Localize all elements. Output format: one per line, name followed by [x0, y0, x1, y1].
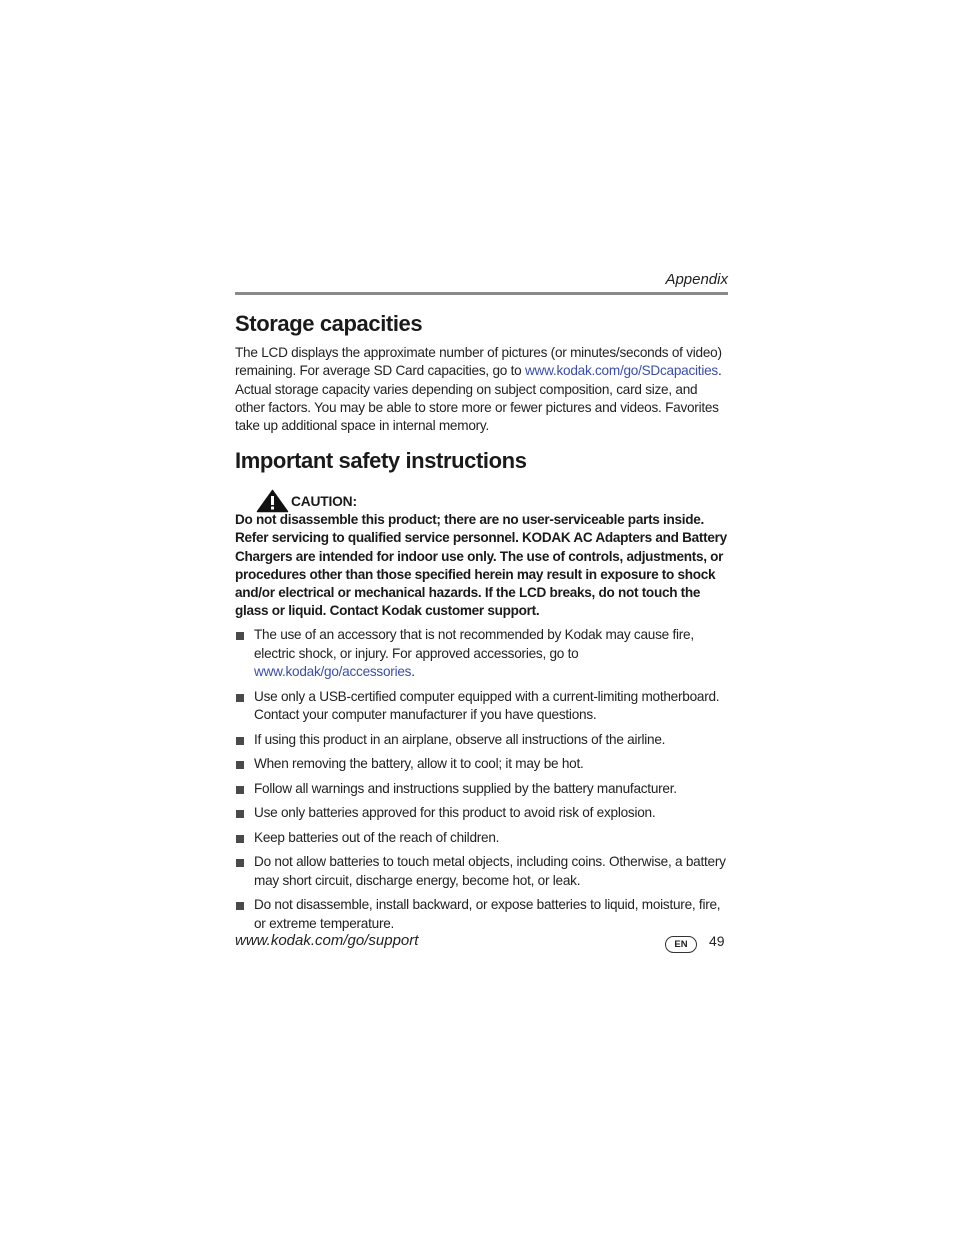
bullet-text: The use of an accessory that is not recommended by Kodak may cause fire, electric shock, or injury. For approved accessories, go to	[254, 627, 694, 661]
warning-triangle-icon	[256, 489, 289, 513]
bullet-text: If using this product in an airplane, observe all instructions of the airline.	[254, 731, 666, 747]
list-item	[235, 688, 728, 725]
square-bullet-icon	[236, 859, 244, 867]
list-item	[235, 626, 728, 682]
page-number: 49	[709, 933, 725, 949]
square-bullet-icon	[236, 761, 244, 769]
safety-list	[235, 626, 728, 939]
header-rule	[235, 292, 728, 295]
square-bullet-icon	[236, 694, 244, 702]
list-item	[235, 780, 728, 799]
running-head: Appendix	[665, 271, 728, 288]
list-item	[235, 804, 728, 823]
accessories-link[interactable]: www.kodak/go/accessories	[254, 664, 412, 679]
caution-label-row	[256, 489, 357, 513]
bullet-text: Follow all warnings and instructions supplied by the battery manufacturer.	[254, 780, 677, 796]
bullet-text: Keep batteries out of the reach of children.	[254, 829, 500, 845]
storage-text-1: The LCD displays the approximate number of pictures (or minutes/seconds of video) remaining. For average SD Card capacities, go to	[235, 345, 722, 379]
bullet-text: Do not disassemble, install backward, or expose batteries to liquid, moisture, fire, or extreme temperature.	[254, 897, 721, 931]
footer-support-link[interactable]: www.kodak.com/go/support	[235, 932, 419, 949]
storage-text-2: . Actual storage capacity varies depending on subject composition, card size, and other factors. You may be able to store more or fewer pictures and videos. Favorites take up additional space in internal memory.	[235, 363, 722, 434]
safety-heading: Important safety instructions	[235, 448, 527, 473]
square-bullet-icon	[236, 737, 244, 745]
language-badge: EN	[665, 936, 697, 953]
list-item	[235, 755, 728, 774]
storage-paragraph	[235, 344, 728, 435]
square-bullet-icon	[236, 902, 244, 910]
bullet-text: Use only batteries approved for this product to avoid risk of explosion.	[254, 805, 656, 820]
square-bullet-icon	[236, 810, 244, 818]
bullet-text: Do not allow batteries to touch metal objects, including coins. Otherwise, a battery may short circuit, discharge energy, become hot, or leak.	[254, 854, 726, 888]
bullet-text: When removing the battery, allow it to cool; it may be hot.	[254, 756, 584, 771]
bullet-text: Use only a USB-certified computer equipped with a current-limiting motherboard. Contact your computer manufacturer if you have questions.	[254, 688, 720, 722]
square-bullet-icon	[236, 632, 244, 640]
square-bullet-icon	[236, 786, 244, 794]
square-bullet-icon	[236, 835, 244, 843]
list-item	[235, 731, 728, 750]
caution-label: CAUTION:	[291, 493, 357, 509]
list-item	[235, 853, 728, 890]
storage-heading: Storage capacities	[235, 311, 423, 336]
sdcapacities-link[interactable]: www.kodak.com/go/SDcapacities	[524, 363, 718, 379]
bullet-end: .	[411, 664, 415, 679]
list-item	[235, 829, 728, 848]
caution-text: Do not disassemble this product; there are no user-serviceable parts inside. Refer servicing to qualified service personnel. KODAK AC Adapters and Battery Chargers are intended for indoor use only. The use of controls, adjustments, or procedures other than those specified herein may result in exposure to shock and/or electrical or mechanical hazards. If the LCD breaks, do not touch the glass or liquid. Contact Kodak customer support.	[235, 512, 727, 619]
list-item	[235, 896, 728, 933]
